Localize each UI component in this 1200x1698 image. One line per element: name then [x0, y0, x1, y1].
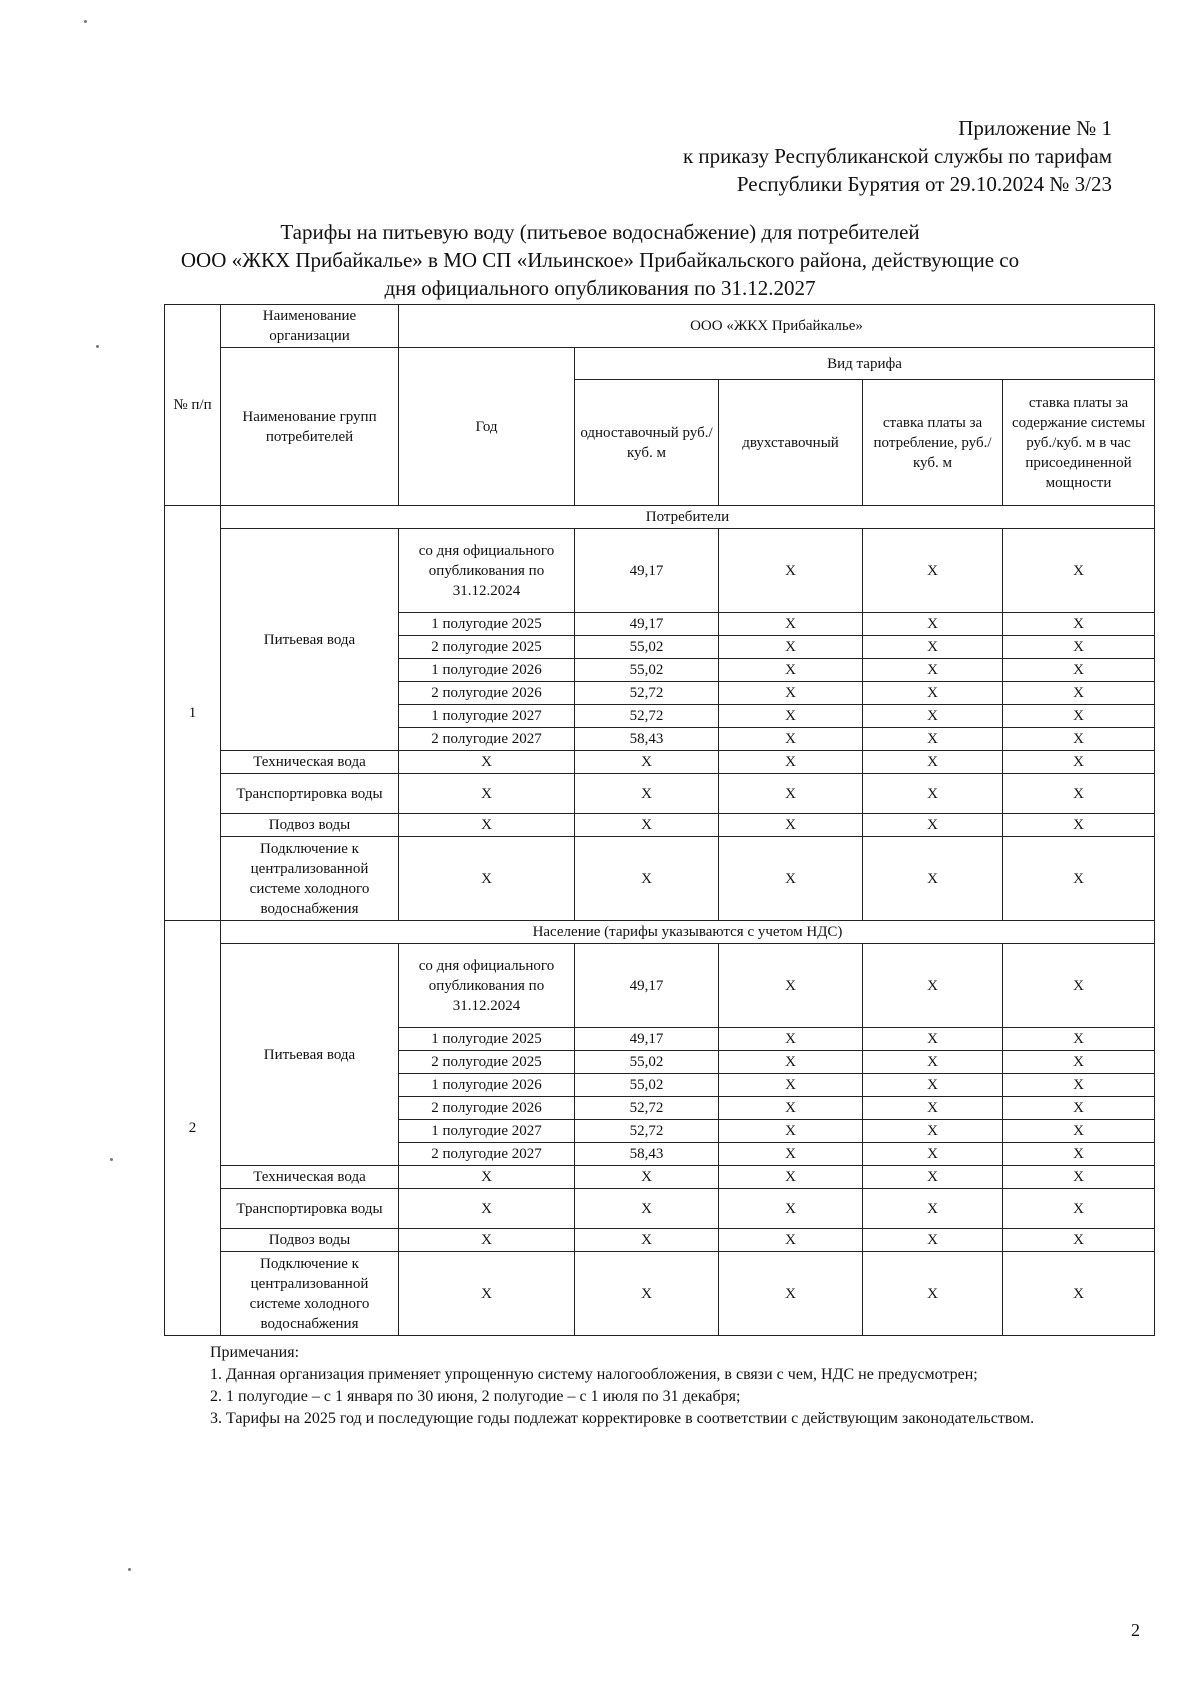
tariff-consumption-rate: X: [863, 728, 1003, 751]
appendix-line: Республики Бурятия от 29.10.2024 № 3/23: [736, 172, 1112, 196]
group-cell: X: [575, 751, 719, 774]
tariff-maintenance-rate: X: [1003, 636, 1155, 659]
tariff-maintenance-rate: X: [1003, 728, 1155, 751]
tariff-consumption-rate: X: [863, 1074, 1003, 1097]
notes: [190, 1342, 1148, 1430]
group-cell: X: [719, 1252, 863, 1336]
tariff-two-rate: X: [719, 636, 863, 659]
group-cell: X: [399, 837, 575, 921]
group-cell: X: [863, 1189, 1003, 1229]
period-label: 2 полугодие 2027: [399, 728, 575, 751]
tariff-single-rate: 55,02: [575, 1051, 719, 1074]
tariff-single-rate: 49,17: [575, 944, 719, 1028]
tariff-consumption-rate: X: [863, 682, 1003, 705]
group-name: Подключение к централизованной системе холодного водоснабжения: [221, 1252, 399, 1336]
group-row: [165, 774, 1155, 814]
group-row: [165, 1229, 1155, 1252]
tariff-single-rate: 52,72: [575, 705, 719, 728]
group-cell: X: [719, 1229, 863, 1252]
group-cell: X: [1003, 1229, 1155, 1252]
group-cell: X: [863, 751, 1003, 774]
period-row: [165, 529, 1155, 613]
group-cell: X: [719, 1189, 863, 1229]
group-drinking-water: Питьевая вода: [221, 944, 399, 1166]
group-cell: X: [575, 1252, 719, 1336]
tariff-single-rate: 55,02: [575, 1074, 719, 1097]
note-item: 3. Тарифы на 2025 год и последующие годы подлежат корректировке в соответствии с действующим законодательством.: [210, 1410, 1035, 1427]
section-number: 2: [165, 921, 221, 1336]
tariff-two-rate: X: [719, 613, 863, 636]
group-cell: X: [863, 837, 1003, 921]
note-item: 1. Данная организация применяет упрощенную систему налогообложения, в связи с чем, НДС не предусмотрен;: [210, 1366, 978, 1383]
group-cell: X: [1003, 774, 1155, 814]
group-cell: X: [1003, 751, 1155, 774]
period-label: 1 полугодие 2026: [399, 659, 575, 682]
appendix-line: Приложение № 1: [958, 116, 1112, 140]
period-label: 2 полугодие 2026: [399, 682, 575, 705]
header-col-maintenance: ставка платы за содержание системы руб./куб. м в час присоединенной мощности: [1003, 380, 1155, 506]
group-name: Техническая вода: [221, 1166, 399, 1189]
tariff-single-rate: 52,72: [575, 1097, 719, 1120]
group-cell: X: [575, 1189, 719, 1229]
tariff-maintenance-rate: X: [1003, 659, 1155, 682]
tariff-consumption-rate: X: [863, 1143, 1003, 1166]
section-title: Потребители: [221, 506, 1155, 529]
tariff-maintenance-rate: X: [1003, 944, 1155, 1028]
group-cell: X: [863, 774, 1003, 814]
note-item: 2. 1 полугодие – с 1 января по 30 июня, 2 полугодие – с 1 июля по 31 декабря;: [210, 1388, 741, 1405]
group-cell: X: [399, 751, 575, 774]
title-line: дня официального опубликования по 31.12.2027: [384, 276, 816, 300]
group-cell: X: [1003, 837, 1155, 921]
group-cell: X: [863, 814, 1003, 837]
tariff-single-rate: 55,02: [575, 659, 719, 682]
section-title: Население (тарифы указываются с учетом НДС): [221, 921, 1155, 944]
scan-speck: [96, 345, 99, 348]
group-cell: X: [1003, 814, 1155, 837]
group-cell: X: [719, 774, 863, 814]
scan-speck: [110, 1158, 113, 1161]
period-row: [165, 944, 1155, 1028]
tariff-consumption-rate: X: [863, 944, 1003, 1028]
group-cell: X: [575, 774, 719, 814]
header-col-consumption: ставка платы за потребление, руб./ куб. м: [863, 380, 1003, 506]
tariff-single-rate: 55,02: [575, 636, 719, 659]
notes-heading: Примечания:: [210, 1344, 300, 1361]
tariff-single-rate: 49,17: [575, 529, 719, 613]
header-col-single: одноставочный руб./ куб. м: [575, 380, 719, 506]
document-title: [150, 218, 1050, 302]
section-title-row: [165, 506, 1155, 529]
period-label: со дня официального опубликования по 31.12.2024: [399, 529, 575, 613]
tariff-consumption-rate: X: [863, 1120, 1003, 1143]
group-cell: X: [719, 751, 863, 774]
period-label: 1 полугодие 2027: [399, 1120, 575, 1143]
tariff-single-rate: 49,17: [575, 613, 719, 636]
period-label: 1 полугодие 2026: [399, 1074, 575, 1097]
period-label: со дня официального опубликования по 31.12.2024: [399, 944, 575, 1028]
header-row-groups: [165, 348, 1155, 380]
section-number: 1: [165, 506, 221, 921]
tariff-single-rate: 58,43: [575, 1143, 719, 1166]
appendix-line: к приказу Республиканской службы по тарифам: [682, 144, 1112, 168]
tariff-two-rate: X: [719, 659, 863, 682]
group-name: Подключение к централизованной системе холодного водоснабжения: [221, 837, 399, 921]
tariff-consumption-rate: X: [863, 1097, 1003, 1120]
group-cell: X: [575, 1229, 719, 1252]
header-year: Год: [399, 348, 575, 506]
group-cell: X: [863, 1166, 1003, 1189]
tariff-two-rate: X: [719, 1074, 863, 1097]
title-line: Тарифы на питьевую воду (питьевое водоснабжение) для потребителей: [280, 220, 920, 244]
header-org-value: ООО «ЖКХ Прибайкалье»: [399, 305, 1155, 348]
group-cell: X: [719, 837, 863, 921]
group-cell: X: [399, 1229, 575, 1252]
tariff-maintenance-rate: X: [1003, 682, 1155, 705]
tariff-maintenance-rate: X: [1003, 613, 1155, 636]
group-name: Транспортировка воды: [221, 1189, 399, 1229]
period-label: 2 полугодие 2026: [399, 1097, 575, 1120]
tariff-single-rate: 52,72: [575, 1120, 719, 1143]
tariff-two-rate: X: [719, 1097, 863, 1120]
title-line: ООО «ЖКХ Прибайкалье» в МО СП «Ильинское» Прибайкальского района, действующие со: [180, 248, 1020, 272]
page-number: 2: [1131, 1620, 1140, 1640]
tariff-consumption-rate: X: [863, 659, 1003, 682]
group-row: [165, 837, 1155, 921]
tariff-maintenance-rate: X: [1003, 1097, 1155, 1120]
tariff-two-rate: X: [719, 1028, 863, 1051]
group-cell: X: [399, 1252, 575, 1336]
section-title-row: [165, 921, 1155, 944]
period-label: 1 полугодие 2027: [399, 705, 575, 728]
tariff-table: [164, 304, 1155, 1336]
tariff-single-rate: 52,72: [575, 682, 719, 705]
group-name: Техническая вода: [221, 751, 399, 774]
header-groups: Наименование групп потребителей: [221, 348, 399, 506]
group-cell: X: [1003, 1189, 1155, 1229]
tariff-two-rate: X: [719, 728, 863, 751]
header-tariff-type: Вид тарифа: [575, 348, 1155, 380]
period-label: 2 полугодие 2025: [399, 636, 575, 659]
tariff-single-rate: 58,43: [575, 728, 719, 751]
group-row: [165, 751, 1155, 774]
tariff-two-rate: X: [719, 944, 863, 1028]
tariff-maintenance-rate: X: [1003, 1074, 1155, 1097]
group-cell: X: [575, 837, 719, 921]
header-row-org: [165, 305, 1155, 348]
group-cell: X: [399, 1189, 575, 1229]
tariff-consumption-rate: X: [863, 529, 1003, 613]
appendix-header: [683, 114, 1112, 198]
tariff-maintenance-rate: X: [1003, 1051, 1155, 1074]
tariff-two-rate: X: [719, 1051, 863, 1074]
tariff-two-rate: X: [719, 1143, 863, 1166]
group-cell: X: [1003, 1252, 1155, 1336]
group-name: Подвоз воды: [221, 814, 399, 837]
period-label: 2 полугодие 2025: [399, 1051, 575, 1074]
group-row: [165, 1252, 1155, 1336]
tariff-consumption-rate: X: [863, 1028, 1003, 1051]
header-col-double: двухставочный: [719, 380, 863, 506]
tariff-maintenance-rate: X: [1003, 1143, 1155, 1166]
tariff-consumption-rate: X: [863, 613, 1003, 636]
header-num: № п/п: [165, 305, 221, 506]
tariff-maintenance-rate: X: [1003, 705, 1155, 728]
scan-speck: [128, 1568, 131, 1571]
group-row: [165, 1189, 1155, 1229]
tariff-consumption-rate: X: [863, 705, 1003, 728]
group-cell: X: [399, 774, 575, 814]
group-name: Подвоз воды: [221, 1229, 399, 1252]
tariff-two-rate: X: [719, 682, 863, 705]
period-label: 2 полугодие 2027: [399, 1143, 575, 1166]
group-cell: X: [399, 814, 575, 837]
group-cell: X: [575, 1166, 719, 1189]
group-cell: X: [1003, 1166, 1155, 1189]
period-label: 1 полугодие 2025: [399, 1028, 575, 1051]
tariff-two-rate: X: [719, 1120, 863, 1143]
group-cell: X: [399, 1166, 575, 1189]
tariff-two-rate: X: [719, 529, 863, 613]
group-drinking-water: Питьевая вода: [221, 529, 399, 751]
tariff-maintenance-rate: X: [1003, 1028, 1155, 1051]
scan-speck: [84, 20, 87, 23]
period-label: 1 полугодие 2025: [399, 613, 575, 636]
tariff-maintenance-rate: X: [1003, 529, 1155, 613]
tariff-consumption-rate: X: [863, 636, 1003, 659]
tariff-two-rate: X: [719, 705, 863, 728]
tariff-single-rate: 49,17: [575, 1028, 719, 1051]
group-name: Транспортировка воды: [221, 774, 399, 814]
header-org-label: Наименование организации: [221, 305, 399, 348]
group-row: [165, 1166, 1155, 1189]
group-cell: X: [719, 814, 863, 837]
group-cell: X: [863, 1252, 1003, 1336]
group-cell: X: [863, 1229, 1003, 1252]
tariff-consumption-rate: X: [863, 1051, 1003, 1074]
tariff-maintenance-rate: X: [1003, 1120, 1155, 1143]
group-cell: X: [575, 814, 719, 837]
group-row: [165, 814, 1155, 837]
group-cell: X: [719, 1166, 863, 1189]
